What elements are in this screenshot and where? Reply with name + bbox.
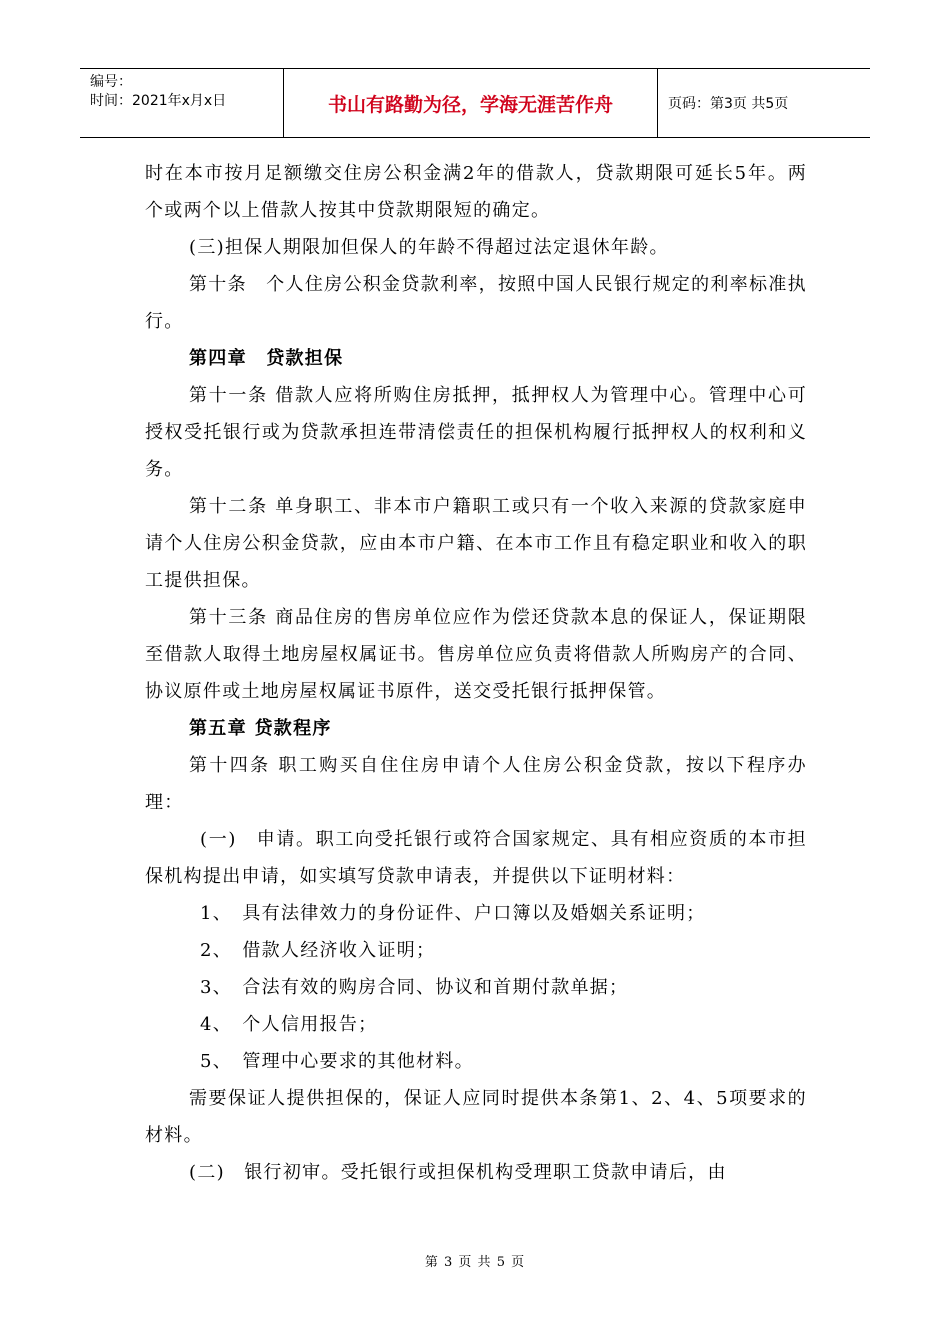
chapter-heading: 第四章 贷款担保 — [189, 348, 344, 369]
paragraph: (一) 申请。职工向受托银行或符合国家规定、具有相应资质的本市担保机构提出申请，如实填写贷款申请表，并提供以下证明材料： — [145, 829, 807, 887]
paragraph: (三)担保人期限加但保人的年龄不得超过法定退休年龄。 — [189, 237, 669, 258]
paragraph: 第十一条 借款人应将所购住房抵押，抵押权人为管理中心。管理中心可授权受托银行或为贷款承担连带清偿责任的担保机构履行抵押权人的权利和义务。 — [145, 385, 807, 480]
list-item: 1、 具有法律效力的身份证件、户口簿以及婚姻关系证明； — [200, 903, 706, 924]
list-item: 5、 管理中心要求的其他材料。 — [200, 1051, 474, 1072]
document-time-label: 时间：2021年x月x日 — [90, 93, 227, 109]
paragraph: 第十四条 职工购买自住住房申请个人住房公积金贷款，按以下程序办理： — [145, 755, 807, 813]
paragraph: 第十条 个人住房公积金贷款利率，按照中国人民银行规定的利率标准执行。 — [145, 274, 807, 332]
document-number-label: 编号： — [90, 74, 132, 90]
paragraph: 需要保证人提供担保的，保证人应同时提供本条第1、2、4、5项要求的材料。 — [145, 1088, 807, 1146]
document-body — [145, 155, 807, 1191]
paragraph: 时在本市按月足额缴交住房公积金满2年的借款人，贷款期限可延长5年。两个或两个以上借款人按其中贷款期限短的确定。 — [145, 163, 807, 221]
list-item: 3、 合法有效的购房合同、协议和首期付款单据； — [200, 977, 629, 998]
page-header — [80, 68, 870, 138]
paragraph: (二) 银行初审。受托银行或担保机构受理职工贷款申请后，由 — [189, 1162, 727, 1183]
paragraph: 第十三条 商品住房的售房单位应作为偿还贷款本息的保证人，保证期限至借款人取得土地房屋权属证书。售房单位应负责将借款人所购房产的合同、协议原件或土地房屋权属证书原件，送交受托银行抵押保管。 — [145, 607, 807, 702]
page-footer: 第 3 页 共 5 页 — [424, 1255, 526, 1270]
list-item: 2、 借款人经济收入证明； — [200, 940, 436, 961]
header-left-cell — [80, 69, 284, 137]
chapter-heading: 第五章 贷款程序 — [189, 718, 332, 739]
header-page-label: 页码：第3页 共5页 — [668, 96, 789, 112]
paragraph: 第十二条 单身职工、非本市户籍职工或只有一个收入来源的贷款家庭申请个人住房公积金贷款，应由本市户籍、在本市工作且有稳定职业和收入的职工提供担保。 — [145, 496, 807, 591]
header-motto: 书山有路勤为径，学海无涯苦作舟 — [284, 69, 658, 137]
list-item: 4、 个人信用报告； — [200, 1014, 378, 1035]
